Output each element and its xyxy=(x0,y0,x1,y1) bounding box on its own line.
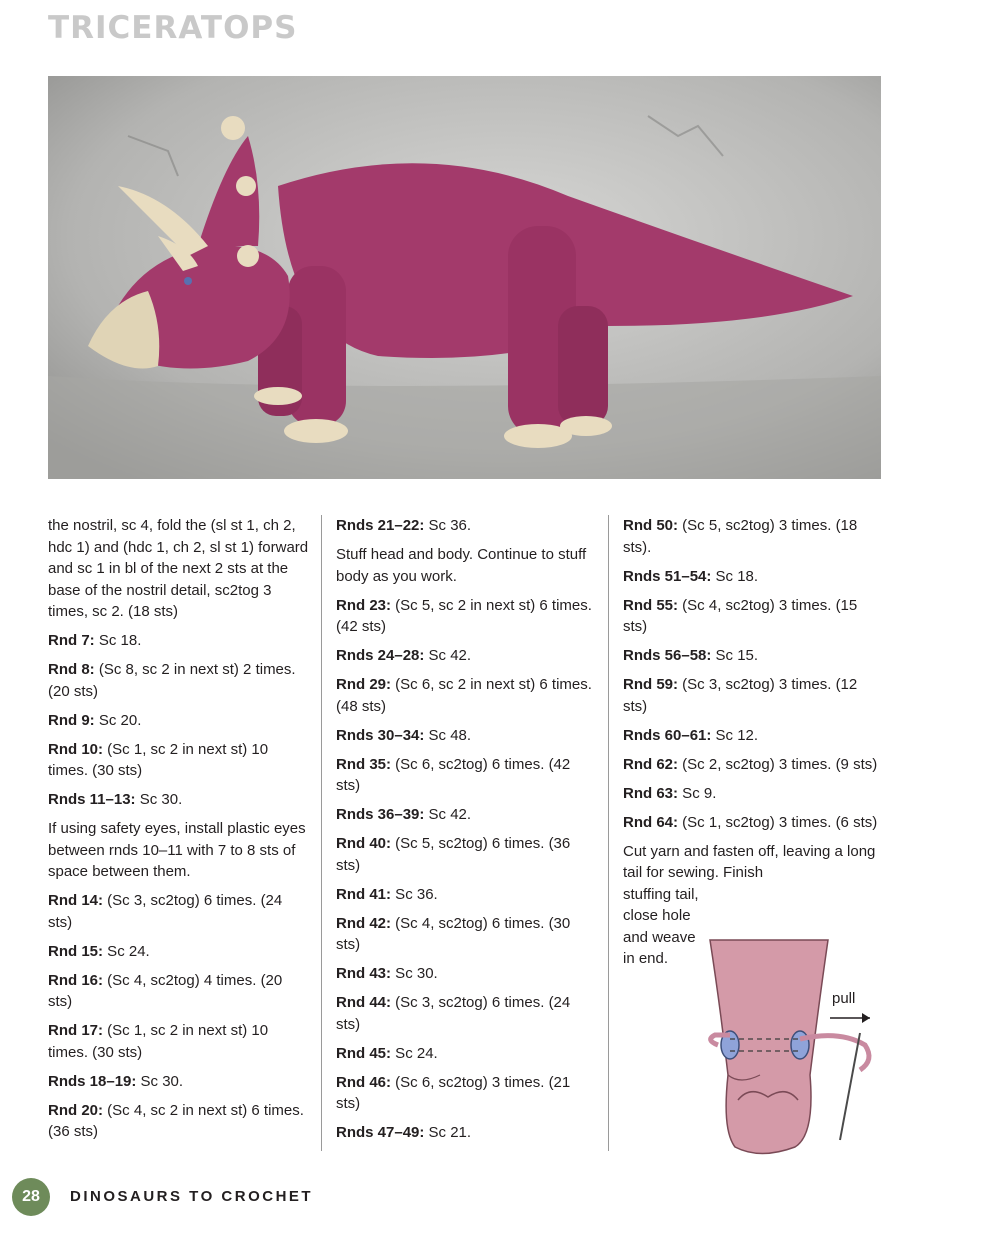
instruction-paragraph: Rnd 50: (Sc 5, sc2tog) 3 times. (18 sts). xyxy=(623,517,858,556)
column-divider xyxy=(608,515,609,1151)
instruction-paragraph: Rnd 43: Sc 30. xyxy=(336,965,438,982)
instruction-paragraph: Rnds 36–39: Sc 42. xyxy=(336,806,472,823)
instruction-paragraph: Rnds 24–28: Sc 42. xyxy=(336,647,472,664)
column-divider xyxy=(321,515,322,1151)
instruction-paragraph: Rnd 29: (Sc 6, sc 2 in next st) 6 times. (48 sts) xyxy=(336,676,592,715)
instruction-paragraph: Rnds 18–19: Sc 30. xyxy=(48,1072,184,1090)
instruction-paragraph: Rnd 15: Sc 24. xyxy=(48,942,150,960)
instruction-paragraph: Rnd 16: (Sc 4, sc2tog) 4 times. (20 sts) xyxy=(48,971,283,1010)
instructions-column-1 xyxy=(48,515,310,1150)
instruction-paragraph: Rnd 14: (Sc 3, sc2tog) 6 times. (24 sts) xyxy=(48,892,283,931)
instruction-paragraph: Rnd 63: Sc 9. xyxy=(623,784,717,802)
instruction-paragraph: Rnd 46: (Sc 6, sc2tog) 3 times. (21 sts) xyxy=(336,1073,571,1112)
instruction-paragraph: Rnds 21–22: Sc 36. xyxy=(336,517,472,534)
instruction-paragraph: Rnd 7: Sc 18. xyxy=(48,632,142,649)
instruction-paragraph: Rnds 56–58: Sc 15. xyxy=(623,647,759,664)
instruction-paragraph: Rnd 40: (Sc 5, sc2tog) 6 times. (36 sts) xyxy=(336,835,571,874)
instructions-column-3 xyxy=(623,515,885,977)
instruction-paragraph: Rnd 44: (Sc 3, sc2tog) 6 times. (24 sts) xyxy=(336,994,571,1033)
instruction-paragraph: Rnd 62: (Sc 2, sc2tog) 3 times. (9 sts) xyxy=(623,755,878,773)
instructions-column-2 xyxy=(336,515,598,1151)
instruction-paragraph: Rnds 30–34: Sc 48. xyxy=(336,726,472,744)
instruction-paragraph: Rnd 17: (Sc 1, sc 2 in next st) 10 times. (30 sts) xyxy=(48,1022,269,1061)
instruction-paragraph: Rnds 47–49: Sc 21. xyxy=(336,1124,472,1141)
instruction-paragraph: Rnd 64: (Sc 1, sc2tog) 3 times. (6 sts) xyxy=(623,813,878,831)
triceratops-photo xyxy=(48,76,881,479)
tail-sewing-diagram xyxy=(700,935,900,1155)
instruction-paragraph: Rnd 41: Sc 36. xyxy=(336,885,438,903)
instruction-paragraph: Rnd 20: (Sc 4, sc 2 in next st) 6 times. (36 sts) xyxy=(48,1101,304,1140)
page-title: TRICERATOPS xyxy=(48,10,298,46)
instruction-paragraph: Rnd 8: (Sc 8, sc 2 in next st) 2 times. (20 sts) xyxy=(48,661,296,700)
instruction-paragraph: Stuff head and body. Continue to stuff body as you work. xyxy=(336,546,587,585)
instruction-paragraph: Rnd 42: (Sc 4, sc2tog) 6 times. (30 sts) xyxy=(336,914,571,953)
diagram-label-pull: pull xyxy=(832,990,856,1007)
finish-instructions-continued: stuffing tail, close hole and weave in end. xyxy=(623,885,699,967)
instruction-paragraph: Rnd 59: (Sc 3, sc2tog) 3 times. (12 sts) xyxy=(623,676,858,715)
instruction-paragraph: Rnds 51–54: Sc 18. xyxy=(623,567,759,585)
instruction-paragraph: Rnd 55: (Sc 4, sc2tog) 3 times. (15 sts) xyxy=(623,596,858,635)
instruction-paragraph: Rnds 60–61: Sc 12. xyxy=(623,726,759,744)
finish-instructions: Cut yarn and fasten off, leaving a long tail for sewing. Finish xyxy=(623,842,876,881)
instruction-paragraph: Rnd 23: (Sc 5, sc 2 in next st) 6 times. (42 sts) xyxy=(336,596,592,635)
instruction-paragraph: If using safety eyes, install plastic eyes between rnds 10–11 with 7 to 8 sts of space between them. xyxy=(48,820,306,880)
instruction-paragraph: Rnd 35: (Sc 6, sc2tog) 6 times. (42 sts) xyxy=(336,755,571,794)
book-title: DINOSAURS TO CROCHET xyxy=(70,1188,314,1205)
page-number-badge: 28 xyxy=(12,1178,50,1216)
instruction-paragraph: Rnd 45: Sc 24. xyxy=(336,1044,438,1062)
instruction-paragraph: Rnds 11–13: Sc 30. xyxy=(48,791,183,808)
instruction-paragraph: Rnd 9: Sc 20. xyxy=(48,711,142,729)
instruction-paragraph: Rnd 10: (Sc 1, sc 2 in next st) 10 times. (30 sts) xyxy=(48,740,269,779)
instruction-paragraph: the nostril, sc 4, fold the (sl st 1, ch 2, hdc 1) and (hdc 1, ch 2, sl st 1) forward and sc 1 in bl of the next 2 sts at the base of the nostril detail, sc2tog 3 times, sc 2. (18 sts) xyxy=(48,517,309,620)
page-footer xyxy=(12,1178,512,1218)
needle-icon xyxy=(840,1033,860,1140)
